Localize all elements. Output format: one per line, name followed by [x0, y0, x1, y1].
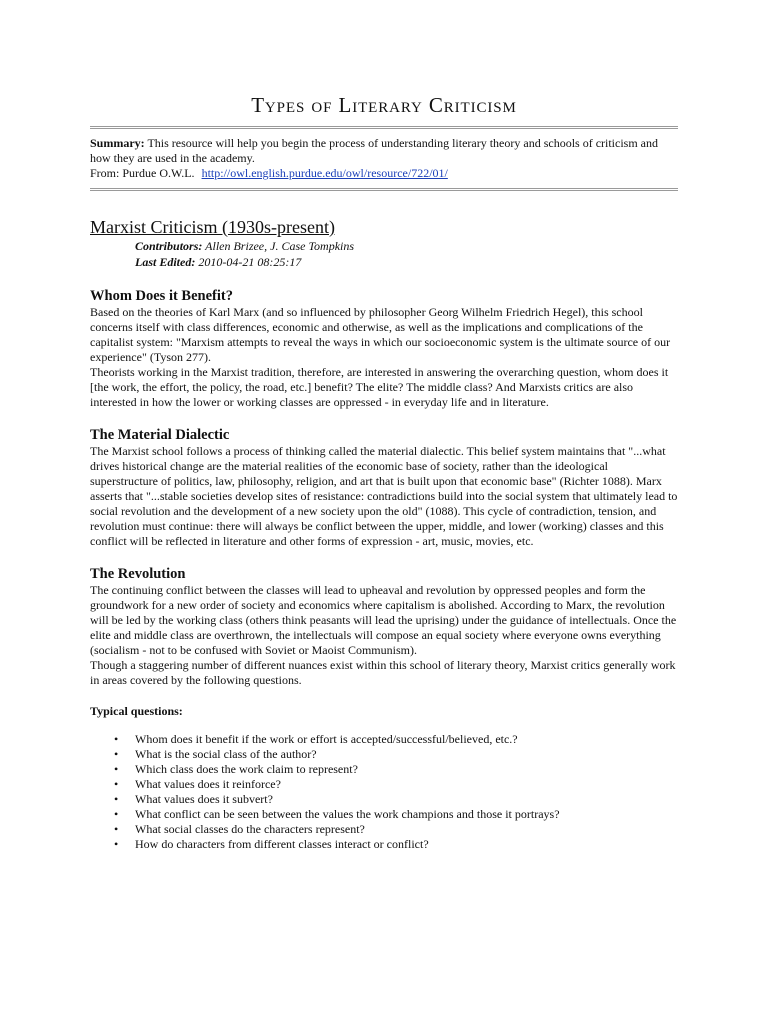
question-text: How do characters from different classes interact or conflict? [135, 837, 429, 851]
contributors-label: Contributors: [135, 239, 203, 253]
question-text: What social classes do the characters represent? [135, 822, 365, 836]
bullet-icon: • [114, 777, 119, 791]
bullet-icon: • [114, 837, 119, 851]
article-body [90, 287, 678, 852]
revolution-paragraph-1: The continuing conflict between the classes will lead to upheaval and revolution by oppressed peoples and form the groundwork for a new order of society and economics where capitalism is abolished. According to Marx, the revolution will be led by the working class (others think peasants will lead the uprising) under the guidance of intellectuals. Once the elite and middle class are overthrown, the intellectuals will compose an equal society where everyone owns everything (socialism - not to be confused with Soviet or Maoist Communism). [90, 583, 677, 657]
document-title: Types of Literary Criticism [251, 93, 517, 117]
bullet-icon: • [114, 762, 119, 776]
last-edited-label: Last Edited: [135, 255, 196, 269]
revolution-paragraph-2: Though a staggering number of different nuances exist within this school of literary theory, Marxist critics generally work in areas covered by the following questions. [90, 658, 676, 687]
list-item [90, 732, 678, 747]
question-text: What values does it reinforce? [135, 777, 281, 791]
list-item [90, 777, 678, 792]
source-label: From: Purdue O.W.L. [90, 166, 195, 180]
source-line [90, 166, 678, 181]
heading-whom-does-it-benefit: Whom Does it Benefit? [90, 288, 233, 304]
heading-material-dialectic: The Material Dialectic [90, 427, 230, 443]
top-divider [90, 126, 678, 129]
section-title: Marxist Criticism (1930s-present) [90, 217, 335, 237]
bullet-icon: • [114, 747, 119, 761]
list-item [90, 762, 678, 777]
question-text: What is the social class of the author? [135, 747, 317, 761]
spacer [90, 410, 678, 426]
summary-label: Summary: [90, 136, 145, 150]
list-item [90, 822, 678, 837]
dialectic-paragraph: The Marxist school follows a process of thinking called the material dialectic. This belief system maintains that "...what drives historical change are the material realities of the economic base of society, rather than the ideological superstructure of politics, law, philosophy, religion, and art that is built upon that economic base" (Richter 1088). Marx asserts that "...stable societies develop sites of resistance: contradictions build into the social system that ultimately lead to social revolution and the development of a new society upon the old" (1088). This cycle of contradiction, tension, and revolution must continue: there will always be conflict between the upper, middle, and lower (working) classes and this conflict will be reflected in literature and other forms of expression - art, music, movies, etc. [90, 444, 678, 548]
bullet-icon: • [114, 792, 119, 806]
contributors-value: Allen Brizee, J. Case Tompkins [205, 239, 355, 253]
question-text: What conflict can be seen between the values the work champions and those it portrays? [135, 807, 560, 821]
question-text: What values does it subvert? [135, 792, 273, 806]
bullet-icon: • [114, 732, 119, 746]
last-edited-line [135, 254, 354, 270]
question-text: Whom does it benefit if the work or effort is accepted/successful/believed, etc.? [135, 732, 518, 746]
typical-questions-heading: Typical questions: [90, 704, 183, 718]
question-text: Which class does the work claim to represent? [135, 762, 358, 776]
summary-text: This resource will help you begin the process of understanding literary theory and schools of criticism and how they are used in the academy. [90, 136, 659, 165]
bullet-icon: • [114, 822, 119, 836]
contributors-line [135, 238, 354, 254]
last-edited-value: 2010-04-21 08:25:17 [198, 255, 302, 269]
questions-list [90, 732, 678, 852]
summary-block [90, 136, 678, 181]
summary-paragraph [90, 136, 678, 166]
spacer [90, 549, 678, 565]
list-item [90, 747, 678, 762]
bottom-divider [90, 188, 678, 191]
benefit-paragraph-2: Theorists working in the Marxist tradition, therefore, are interested in answering the overarching question, whom does it [the work, the effort, the policy, the road, etc.] benefit? The elite? The middle class? And Marxists critics are also interested in how the lower or working classes are oppressed - in everyday life and in literature. [90, 365, 669, 409]
source-link[interactable]: http://owl.english.purdue.edu/owl/resource/722/01/ [201, 166, 448, 180]
heading-revolution: The Revolution [90, 566, 186, 582]
list-item [90, 837, 678, 852]
bullet-icon: • [114, 807, 119, 821]
list-item [90, 807, 678, 822]
section-meta [135, 238, 354, 270]
benefit-paragraph-1: Based on the theories of Karl Marx (and so influenced by philosopher Georg Wilhelm Friedrich Hegel), this school concerns itself with class differences, economic and otherwise, as well as the implications and complications of the capitalist system: "Marxism attempts to reveal the ways in which our socioeconomic system is the ultimate source of our experience" (Tyson 277). [90, 305, 671, 364]
list-item [90, 792, 678, 807]
